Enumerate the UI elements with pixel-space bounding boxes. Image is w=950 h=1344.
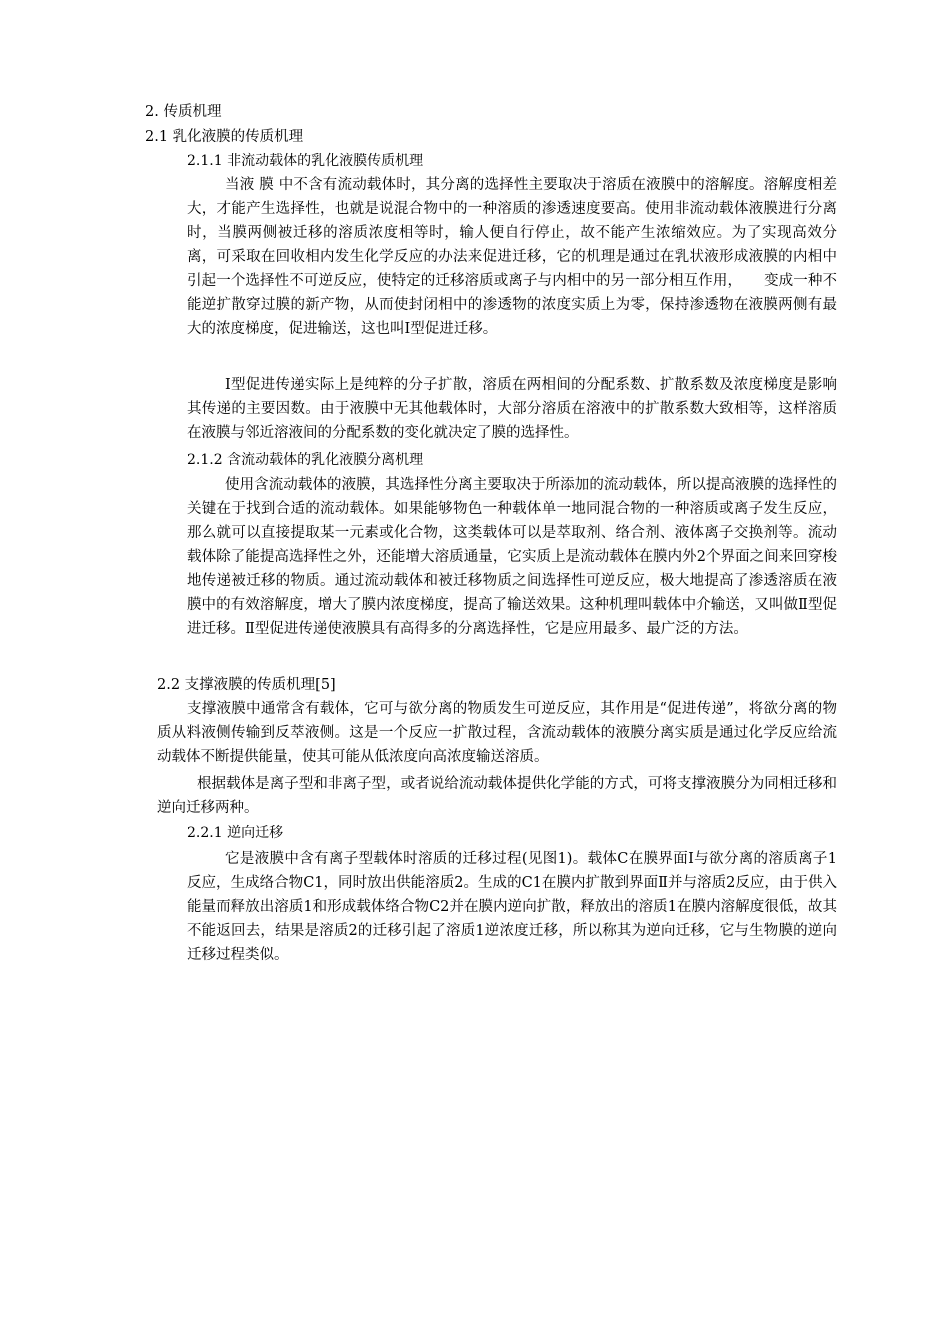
section-heading-2-2-1: 2.2.1 逆向迁移: [187, 825, 284, 841]
paragraph-2-2-b: 根据载体是离子型和非离子型，或者说给流动载体提供化学能的方式，可将支撑液膜分为同相迁移和逆向迁移两种。: [157, 776, 837, 816]
section-heading-2-1-2: 2.1.2 含流动载体的乳化液膜分离机理: [187, 452, 424, 468]
section-heading-2-1-1: 2.1.1 非流动载体的乳化液膜传质机理: [187, 153, 424, 169]
section-heading-2: 2. 传质机理: [145, 104, 222, 120]
paragraph-2-2-1: 它是液膜中含有离子型载体时溶质的迁移过程(见图1)。载体C在膜界面I与欲分离的溶质离子1反应，生成络合物C1，同时放出供能溶质2。生成的C1在膜内扩散到界面Ⅱ并与溶质2反应，由于供入能量而释放出溶质1和形成载体络合物C2并在膜内逆向扩散，释放出的溶质1在膜内溶解度很低，故其不能返回去，结果是溶质2的迁移引起了溶质1逆浓度迁移，所以称其为逆向迁移，它与生物膜的逆向迁移过程类似。: [187, 851, 837, 963]
section-heading-2-2: 2.2 支撑液膜的传质机理[5]: [157, 677, 336, 693]
section-heading-2-1: 2.1 乳化液膜的传质机理: [145, 129, 304, 145]
paragraph-2-1-2: 使用含流动载体的液膜，其选择性分离主要取决于所添加的流动载体，所以提高液膜的选择性的关键在于找到合适的流动载体。如果能够物色一种载体单一地同混合物的一种溶质或离子发生反应，那么就可以直接提取某一元素或化合物，这类载体可以是萃取剂、络合剂、液体离子交换剂等。流动载体除了能提高选择性之外，还能增大溶质通量，它实质上是流动载体在膜内外2个界面之间来回穿梭地传递被迁移的物质。通过流动载体和被迁移物质之间选择性可逆反应，极大地提高了渗透溶质在液膜中的有效溶解度，增大了膜内浓度梯度，提高了输送效果。这种机理叫载体中介输送，又叫做Ⅱ型促进迁移。Ⅱ型促进传递使液膜具有高得多的分离选择性，它是应用最多、最广泛的方法。: [187, 477, 837, 637]
paragraph-2-2-a: 支撑液膜中通常含有载体，它可与欲分离的物质发生可逆反应，其作用是“促进传递”，将欲分离的物质从料液侧传输到反萃液侧。这是一个反应一扩散过程，含流动载体的液膜分离实质是通过化学反应给流动载体不断提供能量，使其可能从低浓度向高浓度输送溶质。: [157, 701, 837, 765]
paragraph-2-1-1-b: Ⅰ型促进传递实际上是纯粹的分子扩散，溶质在两相间的分配系数、扩散系数及浓度梯度是影响其传递的主要因数。由于液膜中无其他载体时，大部分溶质在溶液中的扩散系数大致相等，这样溶质在液膜与邻近溶液间的分配系数的变化就决定了膜的选择性。: [187, 377, 837, 441]
paragraph-2-1-1-a: 当液 膜 中不含有流动载体时，其分离的选择性主要取决于溶质在液膜中的溶解度。溶解度相差大，才能产生选择性，也就是说混合物中的一种溶质的渗透速度要高。使用非流动载体液膜进行分离时，当膜两侧被迁移的溶质浓度相等时，输人便自行停止，故不能产生浓缩效应。为了实现高效分离，可采取在回收相内发生化学反应的办法来促进迁移，它的机理是通过在乳状液形成液膜的内相中引起一个选择性不可逆反应，使特定的迁移溶质或离子与内相中的另一部分相互作用， 变成一种不能逆扩散穿过膜的新产物，从而使封闭相中的渗透物的浓度实质上为零，保持渗透物在液膜两侧有最大的浓度梯度，促进输送，这也叫Ⅰ型促进迁移。: [187, 177, 837, 337]
